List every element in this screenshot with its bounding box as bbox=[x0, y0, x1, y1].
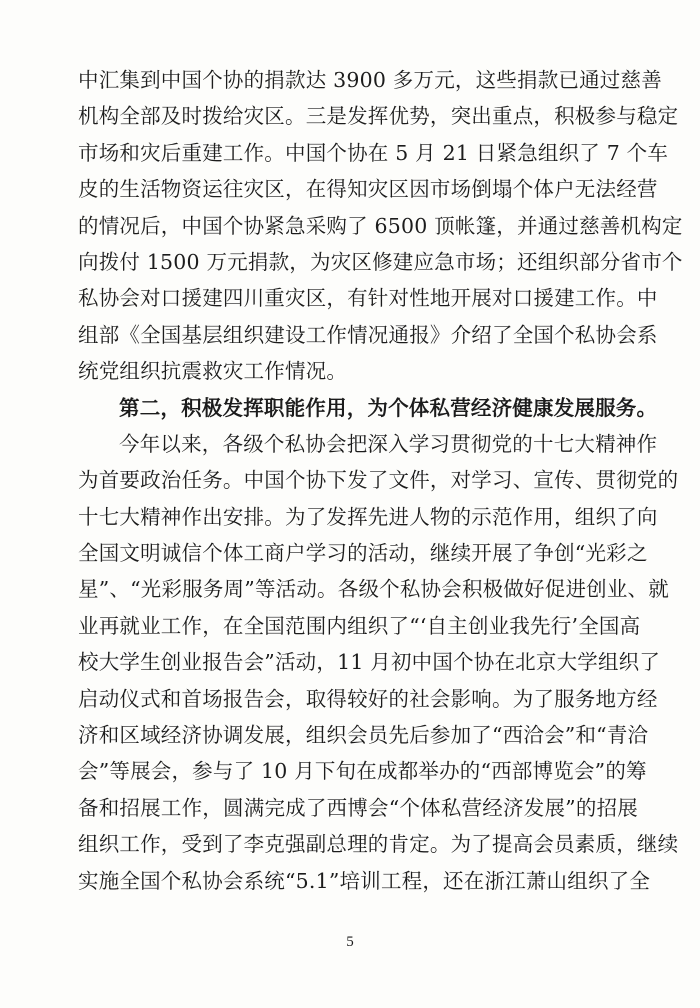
text-line: 会”等展会，参与了 10 月下旬在成都举办的“西部博览会”的筹 bbox=[78, 759, 647, 784]
text-line: 私协会对口援建四川重灾区，有针对性地开展对口援建工作。中 bbox=[78, 286, 658, 311]
text-line: 组织工作，受到了李克强副总理的肯定。为了提高会员素质，继续 bbox=[78, 832, 679, 857]
text-line: 今年以来，各级个私协会把深入学习贯彻党的十七大精神作 bbox=[119, 431, 658, 456]
text-line: 为首要政治任务。中国个协下发了文件，对学习、宣传、贯彻党的 bbox=[78, 468, 679, 493]
text-line: 机构全部及时拨给灾区。三是发挥优势，突出重点，积极参与稳定 bbox=[78, 104, 679, 129]
text-line: 中汇集到中国个协的捐款达 3900 多万元，这些捐款已通过慈善 bbox=[78, 68, 662, 92]
text-line: 组部《全国基层组织建设工作情况通报》介绍了全国个私协会系 bbox=[78, 322, 658, 347]
page-number: 5 bbox=[346, 934, 354, 950]
body-text bbox=[78, 62, 683, 899]
text-line: 备和招展工作，圆满完成了西博会“个体私营经济发展”的招展 bbox=[78, 795, 638, 820]
text-line: 济和区域经济协调发展，组织会员先后参加了“西洽会”和“青洽 bbox=[78, 723, 649, 748]
text-line: 十七大精神作出安排。为了发挥先进人物的示范作用，组织了向 bbox=[78, 504, 658, 529]
text-line: 统党组织抗震救灾工作情况。 bbox=[78, 359, 348, 384]
section-heading: 第二，积极发挥职能作用，为个体私营经济健康发展服务。 bbox=[119, 395, 658, 420]
text-line: 星”、“光彩服务周”等活动。各级个私协会积极做好促进创业、就 bbox=[78, 577, 669, 602]
text-line: 校大学生创业报告会”活动，11 月初中国个协在北京大学组织了 bbox=[78, 650, 661, 675]
text-line: 皮的生活物资运往灾区，在得知灾区因市场倒塌个体户无法经营 bbox=[78, 177, 658, 202]
text-line: 市场和灾后重建工作。中国个协在 5 月 21 日紧急组织了 7 个车 bbox=[78, 140, 669, 165]
text-line: 向拨付 1500 万元捐款，为灾区修建应急市场；还组织部分省市个 bbox=[78, 249, 683, 274]
text-line: 实施全国个私协会系统“5.1”培训工程，还在浙江萧山组织了全 bbox=[78, 868, 651, 893]
text-line: 的情况后，中国个协紧急采购了 6500 顶帐篷，并通过慈善机构定 bbox=[78, 213, 683, 238]
text-line: 全国文明诚信个体工商户学习的活动，继续开展了争创“光彩之 bbox=[78, 541, 648, 566]
text-line: 启动仪式和首场报告会，取得较好的社会影响。为了服务地方经 bbox=[78, 686, 658, 711]
text-line: 业再就业工作，在全国范围内组织了“‘自主创业我先行’全国高 bbox=[78, 613, 641, 638]
